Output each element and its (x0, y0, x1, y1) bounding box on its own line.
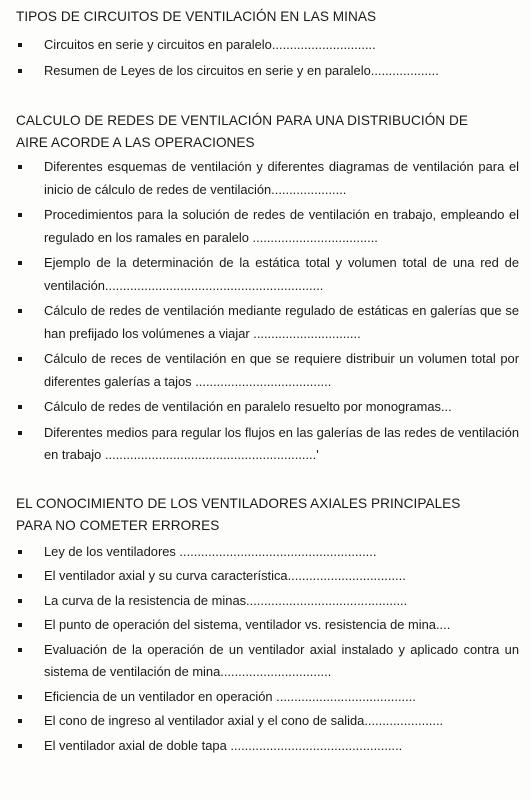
bullet-square-icon (18, 695, 22, 699)
list-item (16, 422, 519, 467)
list-item-text: La curva de la resistencia de minas............................................. (44, 592, 408, 608)
list-item-text: Circuitos en serie y circuitos en paralelo............................. (44, 37, 376, 52)
list-item (16, 396, 519, 419)
list-item-text: El ventilador axial y su curva característica................................. (44, 568, 406, 583)
section-title (16, 493, 519, 537)
bullet-square-icon (18, 623, 22, 627)
bullet-square-icon (18, 599, 22, 603)
list-item (16, 590, 519, 613)
section-title-line: TIPOS DE CIRCUITOS DE VENTILACIÓN EN LAS MINAS (16, 9, 377, 24)
list-item-text: El ventilador axial de doble tapa ................................................ (44, 737, 403, 753)
list-item-text: Procedimientos para la solución de redes de ventilación en trabajo, empleando el regulado en los ramales en paralelo ................................... (44, 207, 519, 245)
bullet-square-icon (18, 69, 22, 73)
section-axial-fans (16, 493, 519, 758)
bullet-square-icon (18, 574, 22, 578)
list-item-text: El cono de ingreso al ventilador axial y el cono de salida...................... (44, 713, 444, 728)
list-item-text: Evaluación de la operación de un ventilador axial instalado y aplicado contra un sistema de ventilación de mina............................... (44, 641, 519, 679)
list-item (16, 60, 519, 83)
list-item (16, 541, 519, 564)
list-item (16, 156, 519, 201)
list-item-text: Cálculo de redes de ventilación mediante regulado de estáticas en galerías que se han prefijado los volúmenes a viajar .............................. (44, 303, 519, 341)
section-item-list (16, 34, 519, 82)
list-item (16, 735, 519, 758)
bullet-square-icon (18, 357, 22, 361)
section-title (16, 110, 519, 154)
bullet-square-icon (18, 261, 22, 265)
list-item-text: Resumen de Leyes de los circuitos en serie y en paralelo................... (44, 62, 439, 78)
section-network-calculation (16, 110, 519, 467)
bullet-square-icon (18, 550, 22, 554)
list-item (16, 300, 519, 345)
list-item-text: Ley de los ventiladores ....................................................... (44, 543, 377, 559)
list-item-text: El punto de operación del sistema, ventilador vs. resistencia de mina.... (44, 617, 451, 632)
list-item-text: Cálculo de reces de ventilación en que se requiere distribuir un volumen total por diferentes galerías a tajos ...................................... (44, 351, 519, 389)
list-item-text: Diferentes medios para regular los flujos en las galerías de las redes de ventilación en trabajo ...........................................................' (44, 424, 519, 462)
bullet-square-icon (18, 405, 22, 409)
bullet-square-icon (18, 719, 22, 723)
bullet-square-icon (18, 744, 22, 748)
bullet-square-icon (18, 43, 22, 47)
list-item (16, 639, 519, 684)
section-title-line: CALCULO DE REDES DE VENTILACIÓN PARA UNA DISTRIBUCIÓN DE (16, 113, 468, 128)
list-item (16, 34, 519, 57)
section-item-list (16, 156, 519, 467)
list-item-text: Diferentes esquemas de ventilación y diferentes diagramas de ventilación para el inicio de cálculo de redes de ventilación..................... (44, 159, 519, 197)
list-item (16, 686, 519, 709)
bullet-square-icon (18, 431, 22, 435)
section-ventilation-circuit-types (16, 6, 519, 82)
bullet-square-icon (18, 165, 22, 169)
bullet-square-icon (18, 309, 22, 313)
section-title-line: EL CONOCIMIENTO DE LOS VENTILADORES AXIALES PRINCIPALES (16, 495, 461, 511)
list-item-text: Cálculo de redes de ventilación en paralelo resuelto por monogramas... (44, 399, 452, 414)
section-title-line: AIRE ACORDE A LAS OPERACIONES (16, 135, 255, 150)
bullet-square-icon (18, 213, 22, 217)
list-item (16, 614, 519, 637)
list-item (16, 204, 519, 249)
section-item-list (16, 541, 519, 758)
bullet-square-icon (18, 648, 22, 652)
list-item (16, 710, 519, 733)
list-item-text: Ejemplo de la determinación de la estática total y volumen total de una red de ventilación............................................................. (44, 255, 519, 293)
list-item-text: Eficiencia de un ventilador en operación ....................................... (44, 688, 416, 704)
list-item (16, 348, 519, 393)
section-title (16, 6, 519, 28)
list-item (16, 252, 519, 297)
list-item (16, 565, 519, 588)
section-title-line: PARA NO COMETER ERRORES (16, 517, 220, 533)
